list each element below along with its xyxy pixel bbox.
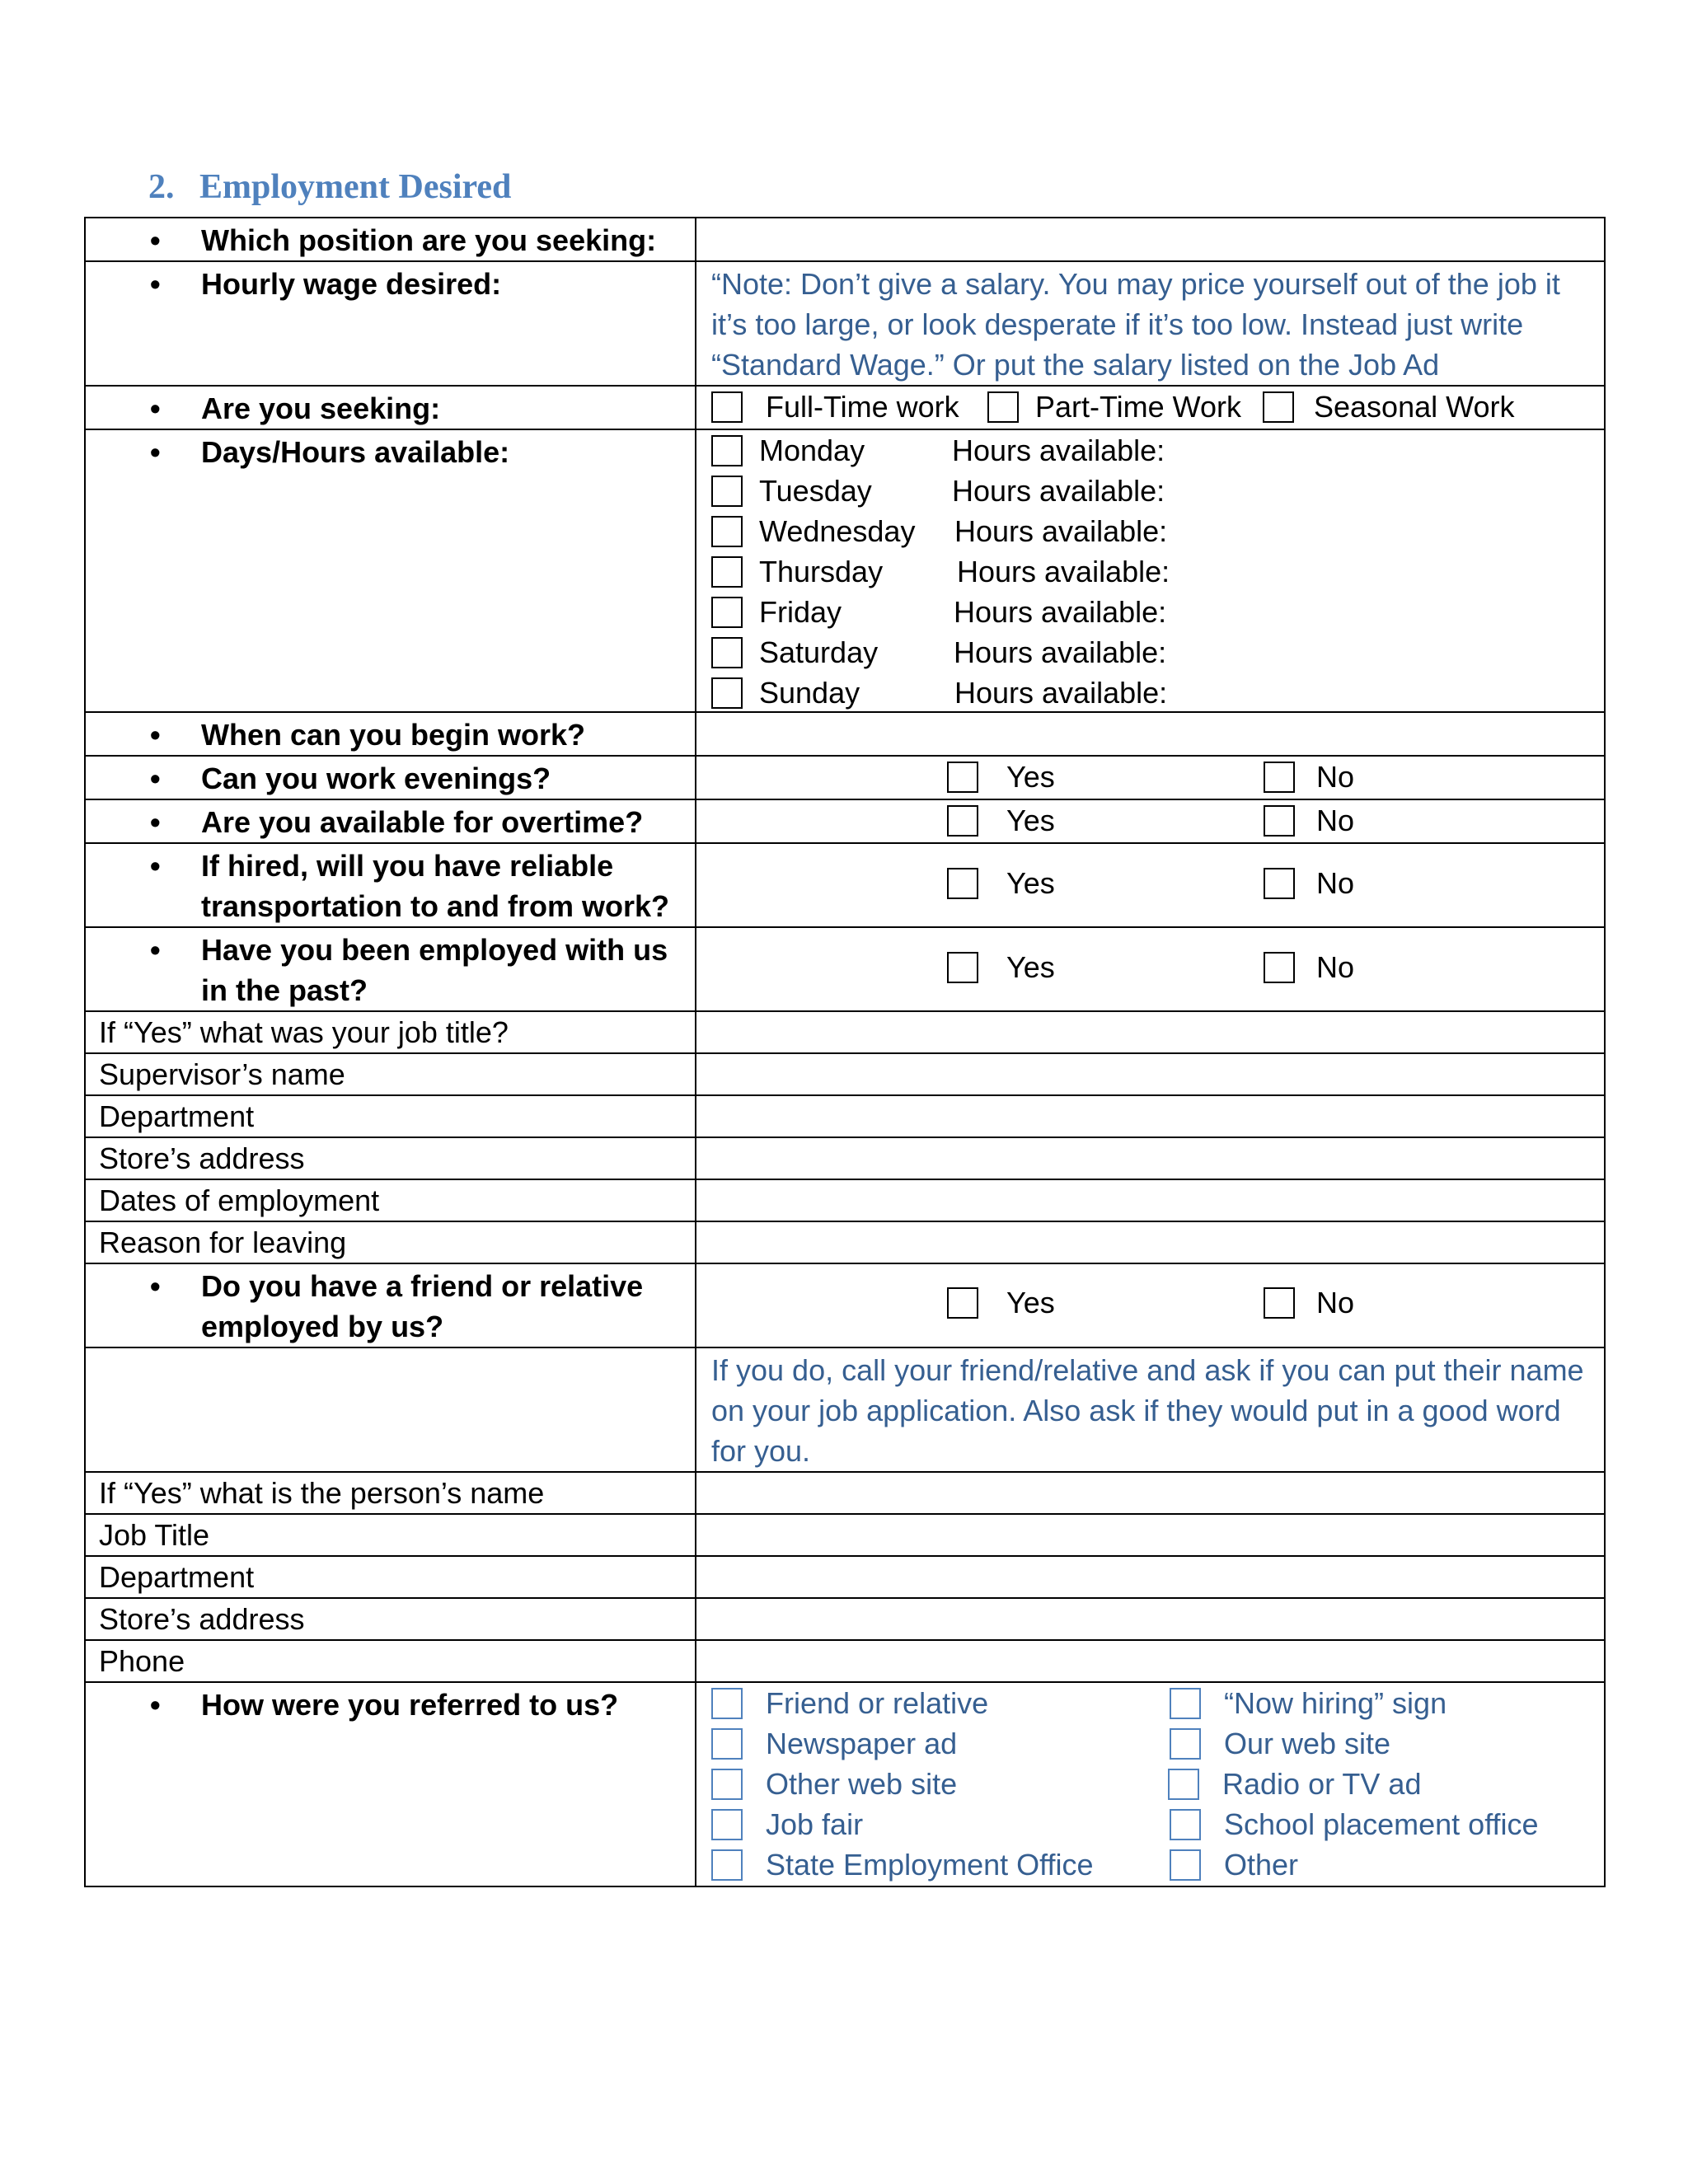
referral-now-hiring-checkbox[interactable]: [1170, 1688, 1201, 1719]
table-row: [85, 1682, 1605, 1886]
overtime-label: Are you available for overtime?: [201, 805, 644, 839]
table-row: [85, 218, 1605, 261]
referral-label: State Employment Office: [766, 1848, 1094, 1882]
section-heading: [148, 167, 511, 207]
dates-field[interactable]: [696, 1179, 1605, 1221]
saturday-checkbox[interactable]: [711, 637, 743, 668]
bullet-icon: •: [150, 1269, 161, 1303]
overtime-yes-checkbox[interactable]: [947, 805, 978, 837]
hours-label: Hours available:: [954, 514, 1168, 548]
evenings-yes-checkbox[interactable]: [947, 762, 978, 793]
bullet-icon: •: [150, 267, 161, 301]
table-row: [85, 261, 1605, 386]
table-row: [85, 843, 1605, 927]
referral-label: Job fair: [766, 1807, 864, 1841]
hours-label: Hours available:: [952, 434, 1165, 467]
no-label: No: [1316, 950, 1355, 984]
store-address2-label: Store’s address: [99, 1602, 305, 1636]
table-row: [85, 1179, 1605, 1221]
employed-label-line1: Have you been employed with us: [201, 933, 668, 967]
no-label: No: [1316, 804, 1355, 837]
transport-label-line2: transportation to and from work?: [201, 889, 670, 923]
store-address2-field[interactable]: [696, 1598, 1605, 1640]
employed-label-line2: in the past?: [201, 973, 368, 1007]
store-address-field[interactable]: [696, 1137, 1605, 1179]
bullet-icon: •: [150, 805, 161, 839]
supervisor-label: Supervisor’s name: [99, 1057, 345, 1091]
person-name-label: If “Yes” what is the person’s name: [99, 1476, 545, 1510]
yes-no-group: [696, 800, 1604, 842]
hours-label: Hours available:: [952, 474, 1165, 508]
employed-yes-checkbox[interactable]: [947, 952, 978, 983]
sunday-checkbox[interactable]: [711, 677, 743, 709]
days-list: [696, 430, 1604, 710]
hours-label: Hours available:: [957, 555, 1170, 588]
evenings-no-checkbox[interactable]: [1264, 762, 1295, 793]
table-row: [85, 799, 1605, 843]
wage-note: “Note: Don’t give a salary. You may price yourself out of the job it it’s too large, or look desperate if it’s too low. Instead just write “Standard Wage.” Or put the salary listed on the Job Ad: [711, 267, 1560, 382]
referral-radio-tv-checkbox[interactable]: [1168, 1769, 1199, 1800]
transport-yes-checkbox[interactable]: [947, 868, 978, 899]
person-name-field[interactable]: [696, 1472, 1605, 1514]
referral-other-checkbox[interactable]: [1170, 1849, 1201, 1881]
reason-field[interactable]: [696, 1221, 1605, 1263]
begin-work-field[interactable]: [696, 712, 1605, 756]
referral-our-web-checkbox[interactable]: [1170, 1728, 1201, 1760]
referral-school-checkbox[interactable]: [1170, 1809, 1201, 1840]
friend-no-checkbox[interactable]: [1264, 1287, 1295, 1319]
day-label: Thursday: [759, 555, 884, 588]
section-title: Employment Desired: [199, 168, 512, 206]
yes-no-group: [696, 928, 1604, 1010]
yes-label: Yes: [1006, 804, 1055, 837]
bullet-icon: •: [150, 718, 161, 752]
day-label: Saturday: [759, 635, 879, 669]
evenings-label: Can you work evenings?: [201, 762, 551, 795]
seeking-label: Are you seeking:: [201, 391, 441, 425]
referral-label: Newspaper ad: [766, 1727, 958, 1760]
fulltime-label: Full-Time work: [766, 390, 959, 424]
table-row: [85, 429, 1605, 712]
position-answer-field[interactable]: [696, 218, 1605, 261]
seasonal-label: Seasonal Work: [1314, 390, 1515, 424]
friend-yes-checkbox[interactable]: [947, 1287, 978, 1319]
phone-field[interactable]: [696, 1640, 1605, 1682]
department-label: Department: [99, 1099, 255, 1133]
department-field[interactable]: [696, 1095, 1605, 1137]
yes-label: Yes: [1006, 1286, 1055, 1319]
table-row: [85, 1472, 1605, 1514]
bullet-icon: •: [150, 391, 161, 425]
hours-label: Hours available:: [954, 676, 1168, 710]
parttime-label: Part-Time Work: [1035, 390, 1242, 424]
yes-label: Yes: [1006, 950, 1055, 984]
no-label: No: [1316, 760, 1355, 794]
bullet-icon: •: [150, 1688, 161, 1722]
day-label: Friday: [759, 595, 842, 629]
department2-label: Department: [99, 1560, 255, 1594]
store-address-label: Store’s address: [99, 1141, 305, 1175]
referral-label: Other web site: [766, 1767, 958, 1801]
bullet-icon: •: [150, 762, 161, 795]
table-row: [85, 1640, 1605, 1682]
bullet-icon: •: [150, 849, 161, 883]
yes-no-group: [696, 844, 1604, 926]
table-row: [85, 927, 1605, 1011]
wednesday-checkbox[interactable]: [711, 516, 743, 547]
no-label: No: [1316, 866, 1355, 900]
position-label: Which position are you seeking:: [201, 223, 657, 257]
begin-work-label: When can you begin work?: [201, 718, 586, 752]
bullet-icon: •: [150, 223, 161, 257]
section-number: 2.: [148, 168, 175, 206]
referral-other-web-checkbox[interactable]: [711, 1769, 743, 1800]
day-label: Monday: [759, 434, 865, 467]
monday-checkbox[interactable]: [711, 435, 743, 466]
friend-label-line2: employed by us?: [201, 1310, 444, 1343]
referral-label: “Now hiring” sign: [1224, 1686, 1447, 1720]
table-row: [85, 1137, 1605, 1179]
table-row: [85, 756, 1605, 799]
referral-friend-checkbox[interactable]: [711, 1688, 743, 1719]
referral-label: Other: [1224, 1848, 1299, 1882]
table-row: [85, 1347, 1605, 1472]
referral-label: Friend or relative: [766, 1686, 989, 1720]
referral-options: [696, 1683, 1604, 1886]
bullet-icon: •: [150, 435, 161, 469]
reason-label: Reason for leaving: [99, 1226, 347, 1259]
friend-label-line1: Do you have a friend or relative: [201, 1269, 644, 1303]
prev-job-title-label: If “Yes” what was your job title?: [99, 1015, 509, 1049]
referral-newspaper-checkbox[interactable]: [711, 1728, 743, 1760]
friday-checkbox[interactable]: [711, 597, 743, 628]
referred-label: How were you referred to us?: [201, 1688, 619, 1722]
table-row: [85, 1598, 1605, 1640]
parttime-checkbox[interactable]: [987, 391, 1019, 423]
table-row: [85, 1514, 1605, 1556]
yes-label: Yes: [1006, 760, 1055, 794]
wage-label: Hourly wage desired:: [201, 267, 502, 301]
no-label: No: [1316, 1286, 1355, 1319]
tuesday-checkbox[interactable]: [711, 476, 743, 507]
job-title-field[interactable]: [696, 1514, 1605, 1556]
day-label: Tuesday: [759, 474, 872, 508]
table-row: [85, 1095, 1605, 1137]
seeking-options: [696, 387, 1604, 428]
day-label: Sunday: [759, 676, 860, 710]
bullet-icon: •: [150, 933, 161, 967]
employed-no-checkbox[interactable]: [1264, 952, 1295, 983]
referral-state-office-checkbox[interactable]: [711, 1849, 743, 1881]
table-row: [85, 386, 1605, 429]
hours-label: Hours available:: [954, 595, 1167, 629]
referral-job-fair-checkbox[interactable]: [711, 1809, 743, 1840]
table-row: [85, 1221, 1605, 1263]
seasonal-checkbox[interactable]: [1263, 391, 1294, 423]
yes-label: Yes: [1006, 866, 1055, 900]
overtime-no-checkbox[interactable]: [1264, 805, 1295, 837]
friend-note: If you do, call your friend/relative and ask if you can put their name on your job application. Also ask if they would put in a good word for you.: [711, 1353, 1584, 1468]
table-row: [85, 1053, 1605, 1095]
table-row: [85, 1556, 1605, 1598]
empty-cell: [85, 1347, 696, 1472]
referral-label: School placement office: [1224, 1807, 1539, 1841]
department2-field[interactable]: [696, 1556, 1605, 1598]
employment-desired-table: [84, 217, 1606, 1887]
referral-label: Our web site: [1224, 1727, 1391, 1760]
dates-label: Dates of employment: [99, 1183, 380, 1217]
day-label: Wednesday: [759, 514, 916, 548]
table-row: [85, 1011, 1605, 1053]
transport-no-checkbox[interactable]: [1264, 868, 1295, 899]
prev-job-title-field[interactable]: [696, 1011, 1605, 1053]
days-hours-label: Days/Hours available:: [201, 435, 510, 469]
hours-label: Hours available:: [954, 635, 1167, 669]
referral-label: Radio or TV ad: [1222, 1767, 1422, 1801]
wage-answer-field[interactable]: [696, 261, 1605, 386]
thursday-checkbox[interactable]: [711, 556, 743, 588]
table-row: [85, 1263, 1605, 1347]
supervisor-field[interactable]: [696, 1053, 1605, 1095]
phone-label: Phone: [99, 1644, 185, 1678]
yes-no-group: [696, 757, 1604, 799]
transport-label-line1: If hired, will you have reliable: [201, 849, 614, 883]
job-title-label: Job Title: [99, 1518, 210, 1552]
fulltime-checkbox[interactable]: [711, 391, 743, 423]
yes-no-group: [696, 1264, 1604, 1346]
table-row: [85, 712, 1605, 756]
